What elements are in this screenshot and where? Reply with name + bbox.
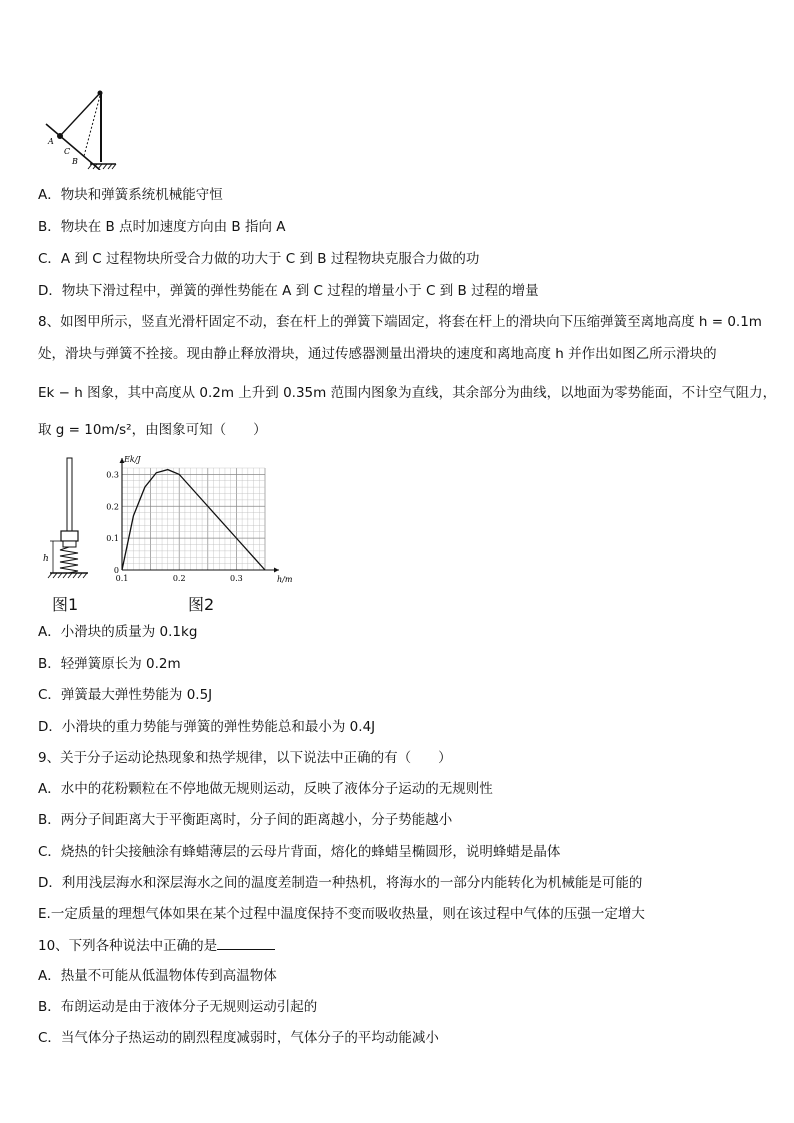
q7-option-a: A．物块和弹簧系统机械能守恒 xyxy=(38,187,223,203)
q9-option-b: B．两分子间距离大于平衡距离时，分子间的距离越小，分子势能越小 xyxy=(38,812,453,828)
fig1-caption: 图1 xyxy=(52,595,79,614)
figure-label-a: A xyxy=(48,137,54,146)
fig2-caption: 图2 xyxy=(188,595,215,614)
q8-option-b: B．轻弹簧原长为 0.2m xyxy=(38,656,181,672)
q9-option-d: D．利用浅层海水和深层海水之间的温度差制造一种热机，将海水的一部分内能转化为机械能是可能的 xyxy=(38,875,643,891)
y-tick-label: 0.3 xyxy=(106,470,119,480)
q7-option-c: C．A 到 C 过程物块所受合力做的功大于 C 到 B 过程物块克服合力做的功 xyxy=(38,251,480,267)
y-tick-label: 0 xyxy=(113,566,119,575)
answer-blank xyxy=(217,936,275,950)
ek-h-series-line xyxy=(122,470,265,570)
chart-xlabel: h/m xyxy=(277,575,293,584)
x-axis-arrow xyxy=(274,568,279,573)
x-tick-label: 0.3 xyxy=(230,574,243,583)
q8-stem-line3: Ek − h 图象，其中高度从 0.2m 上升到 0.35m 范围内图象为直线，其余部分为曲线，以地面为零势能面，不计空气阻力， xyxy=(38,385,777,401)
ek-h-chart xyxy=(100,450,300,590)
q10-option-c: C．当气体分子热运动的剧烈程度减弱时，气体分子的平均动能减小 xyxy=(38,1030,439,1046)
q8-stem-line4: 取 g = 10m/s²，由图象可知（ ） xyxy=(38,422,267,438)
x-tick-label: 0.1 xyxy=(115,574,129,583)
incline-spring-figure xyxy=(38,88,128,170)
figure-label-c: C xyxy=(64,147,71,156)
x-tick-label: 0.2 xyxy=(172,574,186,583)
q10-option-a: A．热量不可能从低温物体传到高温物体 xyxy=(38,968,277,984)
y-tick-label: 0.1 xyxy=(106,534,119,544)
q7-option-b: B．物块在 B 点时加速度方向由 B 指向 A xyxy=(38,219,286,235)
q8-stem-line1: 8、如图甲所示，竖直光滑杆固定不动，套在杆上的弹簧下端固定，将套在杆上的滑块向下压缩弹簧至离地高度 h = 0.1m xyxy=(38,314,762,330)
y-tick-label: 0.2 xyxy=(106,502,119,512)
figure-label-b: B xyxy=(72,157,78,166)
q8-option-d: D．小滑块的重力势能与弹簧的弹性势能总和最小为 0.4J xyxy=(38,719,376,735)
q10-stem-row xyxy=(38,936,275,955)
q9-stem: 9、关于分子运动论热现象和热学规律，以下说法中正确的有（ ） xyxy=(38,750,452,766)
q9-option-e: E.一定质量的理想气体如果在某个过程中温度保持不变而吸收热量，则在该过程中气体的压强一定增大 xyxy=(38,906,645,922)
q10-stem: 10、下列各种说法中正确的是 xyxy=(38,938,218,954)
q8-option-c: C．弹簧最大弹性势能为 0.5J xyxy=(38,687,213,703)
q7-option-d: D．物块下滑过程中，弹簧的弹性势能在 A 到 C 过程的增量小于 C 到 B 过程的增量 xyxy=(38,283,539,299)
q9-option-a: A．水中的花粉颗粒在不停地做无规则运动，反映了液体分子运动的无规则性 xyxy=(38,781,493,797)
rod-spring-figure xyxy=(40,455,90,580)
q10-option-b: B．布朗运动是由于液体分子无规则运动引起的 xyxy=(38,999,318,1015)
q8-stem-line2: 处，滑块与弹簧不拴接。现由静止释放滑块，通过传感器测量出滑块的速度和离地高度 h 并作出如图乙所示滑块的 xyxy=(38,346,717,362)
chart-ylabel: Ek/J xyxy=(124,455,141,464)
q9-option-c: C．烧热的针尖接触涂有蜂蜡薄层的云母片背面，熔化的蜂蜡呈椭圆形，说明蜂蜡是晶体 xyxy=(38,844,561,860)
q8-option-a: A．小滑块的质量为 0.1kg xyxy=(38,624,198,640)
fig1-h-label: h xyxy=(43,554,49,564)
